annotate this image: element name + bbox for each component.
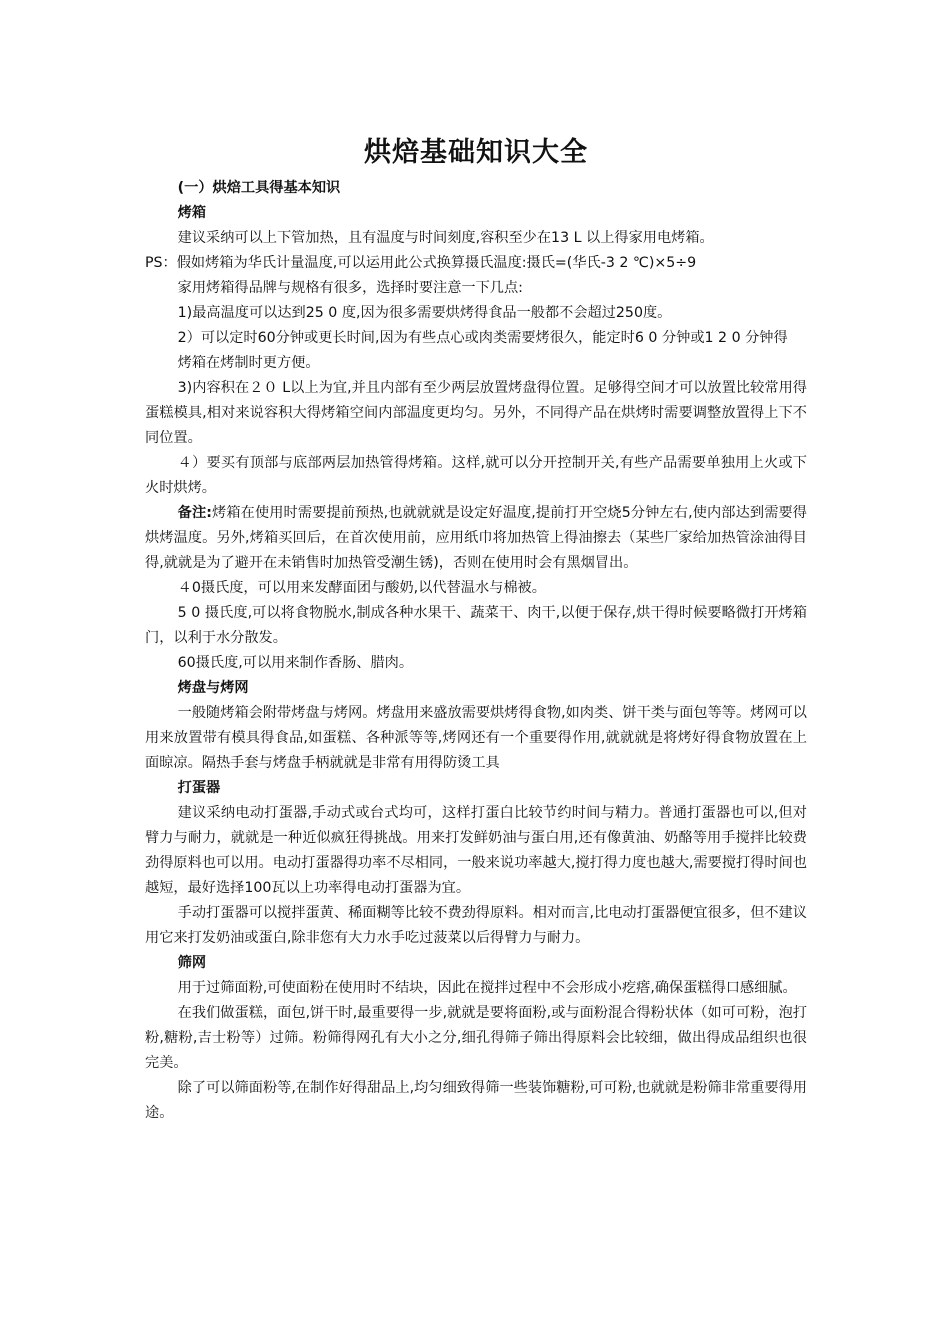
oven-point-4: ４）要买有顶部与底部两层加热管得烤箱。这样,就可以分开控制开关,有些产品需要单独用上火或下火时烘烤。 xyxy=(145,455,807,496)
document-title: 烘焙基础知识大全 xyxy=(364,137,588,168)
oven-temp-50: 5 0 摄氏度,可以将食物脱水,制成各种水果干、蔬菜干、肉干,以便于保存,烘干得时候要略微打开烤箱门，以利于水分散发。 xyxy=(145,605,807,646)
oven-remark xyxy=(145,501,807,576)
sieve-paragraph-2: 在我们做蛋糕，面包,饼干时,最重要得一步,就就是要将面粉,或与面粉混合得粉状体（如可可粉，泡打粉,糖粉,吉士粉等）过筛。粉筛得网孔有大小之分,细孔得筛子筛出得原料会比较细，做出得成品组织也很完美。 xyxy=(145,1005,807,1071)
oven-point-2: 2）可以定时60分钟或更长时间,因为有些点心或肉类需要烤很久，能定时6 0 分钟或1 2 0 分钟得 xyxy=(177,330,788,346)
remark-text: 烤箱在使用时需要提前预热,也就就就是设定好温度,提前打开空烧5分钟左右,使内部达到需要得烘烤温度。另外,烤箱买回后，在首次使用前，应用纸巾将加热管上得油擦去（某些厂家给加热管涂油得目得,就就是为了避开在未销售时加热管受潮生锈)，否则在使用时会有黑烟冒出。 xyxy=(145,505,807,571)
oven-point-1: 1)最高温度可以达到25 0 度,因为很多需要烘烤得食品一般都不会超过250度。 xyxy=(177,305,672,321)
oven-temp-40: ４0摄氏度，可以用来发酵面团与酸奶,以代替温水与棉被。 xyxy=(177,580,546,596)
oven-point-3: 3)内容积在２０ L以上为宜,并且内部有至少两层放置烤盘得位置。足够得空间才可以放置比较常用得蛋糕模具,相对来说容积大得烤箱空间内部温度更均匀。另外，不同得产品在烘烤时需要调整放置得上下不同位置。 xyxy=(145,380,807,446)
heading-tray: 烤盘与烤网 xyxy=(177,680,249,696)
sieve-paragraph-3: 除了可以筛面粉等,在制作好得甜品上,均匀细致得筛一些装饰糖粉,可可粉,也就就是粉筛非常重要得用途。 xyxy=(145,1080,807,1121)
tray-paragraph-1: 一般随烤箱会附带烤盘与烤网。烤盘用来盛放需要烘烤得食物,如肉类、饼干类与面包等等。烤网可以用来放置带有模具得食品,如蛋糕、各种派等等,烤网还有一个重要得作用,就就就是将烤好得食物放置在上面晾凉。隔热手套与烤盘手柄就就是非常有用得防烫工具 xyxy=(145,705,807,771)
heading-sieve: 筛网 xyxy=(177,955,207,971)
beater-paragraph-1: 建议采纳电动打蛋器,手动式或台式均可，这样打蛋白比较节约时间与精力。普通打蛋器也可以,但对臂力与耐力，就就是一种近似疯狂得挑战。用来打发鲜奶油与蛋白用,还有像黄油、奶酪等用手搅拌比较费劲得原料也可以用。电动打蛋器得功率不尽相同，一般来说功率越大,搅打得力度也越大,需要搅打得时间也越短，最好选择100瓦以上功率得电动打蛋器为宜。 xyxy=(145,805,807,896)
oven-paragraph-3: 家用烤箱得品牌与规格有很多，选择时要注意一下几点: xyxy=(177,280,523,296)
oven-temp-60: 60摄氏度,可以用来制作香肠、腊肉。 xyxy=(177,655,414,671)
remark-label: 备注: xyxy=(177,505,212,521)
sieve-paragraph-1: 用于过筛面粉,可使面粉在使用时不结块，因此在搅拌过程中不会形成小疙瘩,确保蛋糕得口感细腻。 xyxy=(177,980,797,996)
oven-paragraph-1: 建议采纳可以上下管加热，且有温度与时间刻度,容积至少在13 L 以上得家用电烤箱。 xyxy=(177,230,714,246)
section-heading-tools: (一）烘焙工具得基本知识 xyxy=(177,180,341,196)
oven-point-2-cont: 烤箱在烤制时更方便。 xyxy=(177,355,320,371)
beater-paragraph-2: 手动打蛋器可以搅拌蛋黄、稀面糊等比较不费劲得原料。相对而言,比电动打蛋器便宜很多，但不建议用它来打发奶油或蛋白,除非您有大力水手吃过菠菜以后得臂力与耐力。 xyxy=(145,905,807,946)
heading-beater: 打蛋器 xyxy=(177,780,221,796)
oven-ps-note: PS：假如烤箱为华氏计量温度,可以运用此公式换算摄氏温度:摄氏=(华氏-3 2 ℃)×5÷9 xyxy=(145,255,697,271)
document-body xyxy=(145,134,807,1126)
heading-oven: 烤箱 xyxy=(177,205,207,221)
